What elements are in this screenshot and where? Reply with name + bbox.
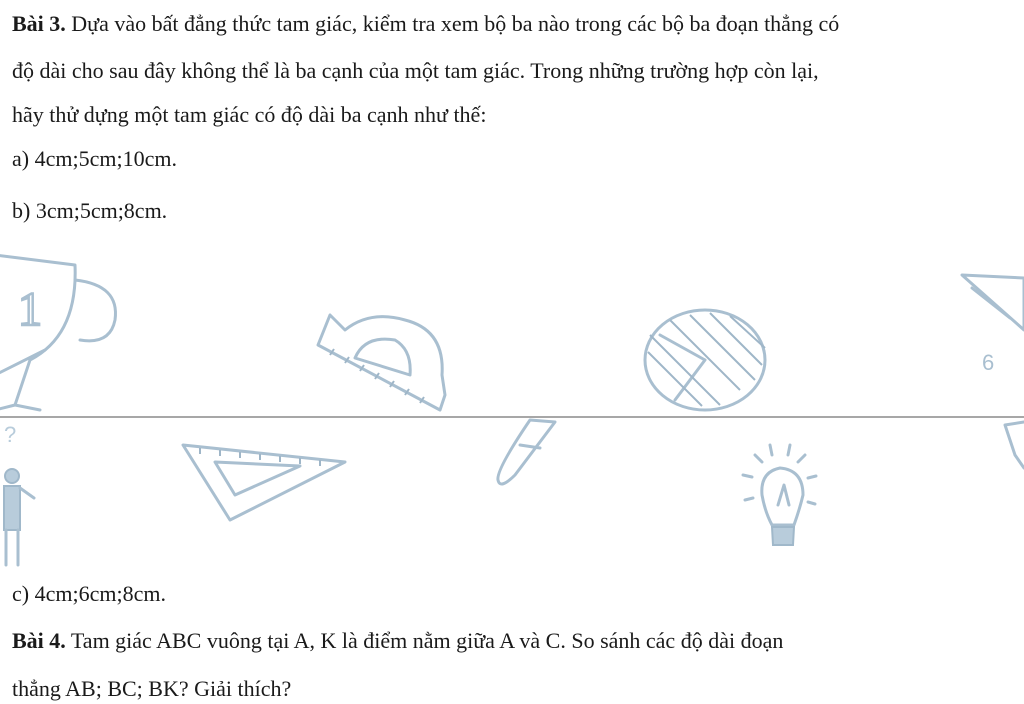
question-mark: ? bbox=[4, 422, 17, 447]
trophy-icon bbox=[0, 255, 116, 410]
bai3-text-1: Dựa vào bất đẳng thức tam giác, kiểm tra xem bộ ba nào trong các bộ ba đoạn thẳng có bbox=[65, 11, 840, 36]
pie-doodle-icon bbox=[645, 310, 765, 410]
small-digit: 6 bbox=[982, 350, 995, 375]
pen-icon bbox=[498, 420, 555, 484]
bai4-label: Bài 4. bbox=[12, 628, 66, 653]
item-b: b) 3cm;5cm;8cm. bbox=[12, 198, 168, 223]
edge-shape-icon bbox=[1005, 422, 1024, 468]
bai4-line-1 bbox=[12, 626, 783, 656]
bai3-line-2: độ dài cho sau đây không thể là ba cạnh của một tam giác. Trong những trường hợp còn lại, bbox=[12, 58, 819, 83]
triangle-ruler-icon bbox=[183, 445, 345, 520]
thinking-person-icon bbox=[4, 422, 34, 565]
bai3-line-3: hãy thử dựng một tam giác có độ dài ba cạnh như thế: bbox=[12, 102, 487, 127]
bai4-line-2: thẳng AB; BC; BK? Giải thích? bbox=[12, 676, 292, 701]
school-doodle-banner bbox=[0, 240, 1024, 570]
set-square-icon bbox=[962, 275, 1024, 375]
light-bulb-icon bbox=[743, 445, 816, 545]
bai4-text-1: Tam giác ABC vuông tại A, K là điểm nằm giữa A và C. So sánh các độ dài đoạn bbox=[65, 628, 784, 653]
item-c: c) 4cm;6cm;8cm. bbox=[12, 581, 166, 606]
bai3-line-1 bbox=[12, 9, 839, 39]
protractor-icon bbox=[318, 315, 445, 410]
bai3-label: Bài 3. bbox=[12, 11, 66, 36]
trophy-digit: 1 bbox=[18, 283, 42, 336]
item-a: a) 4cm;5cm;10cm. bbox=[12, 146, 177, 171]
